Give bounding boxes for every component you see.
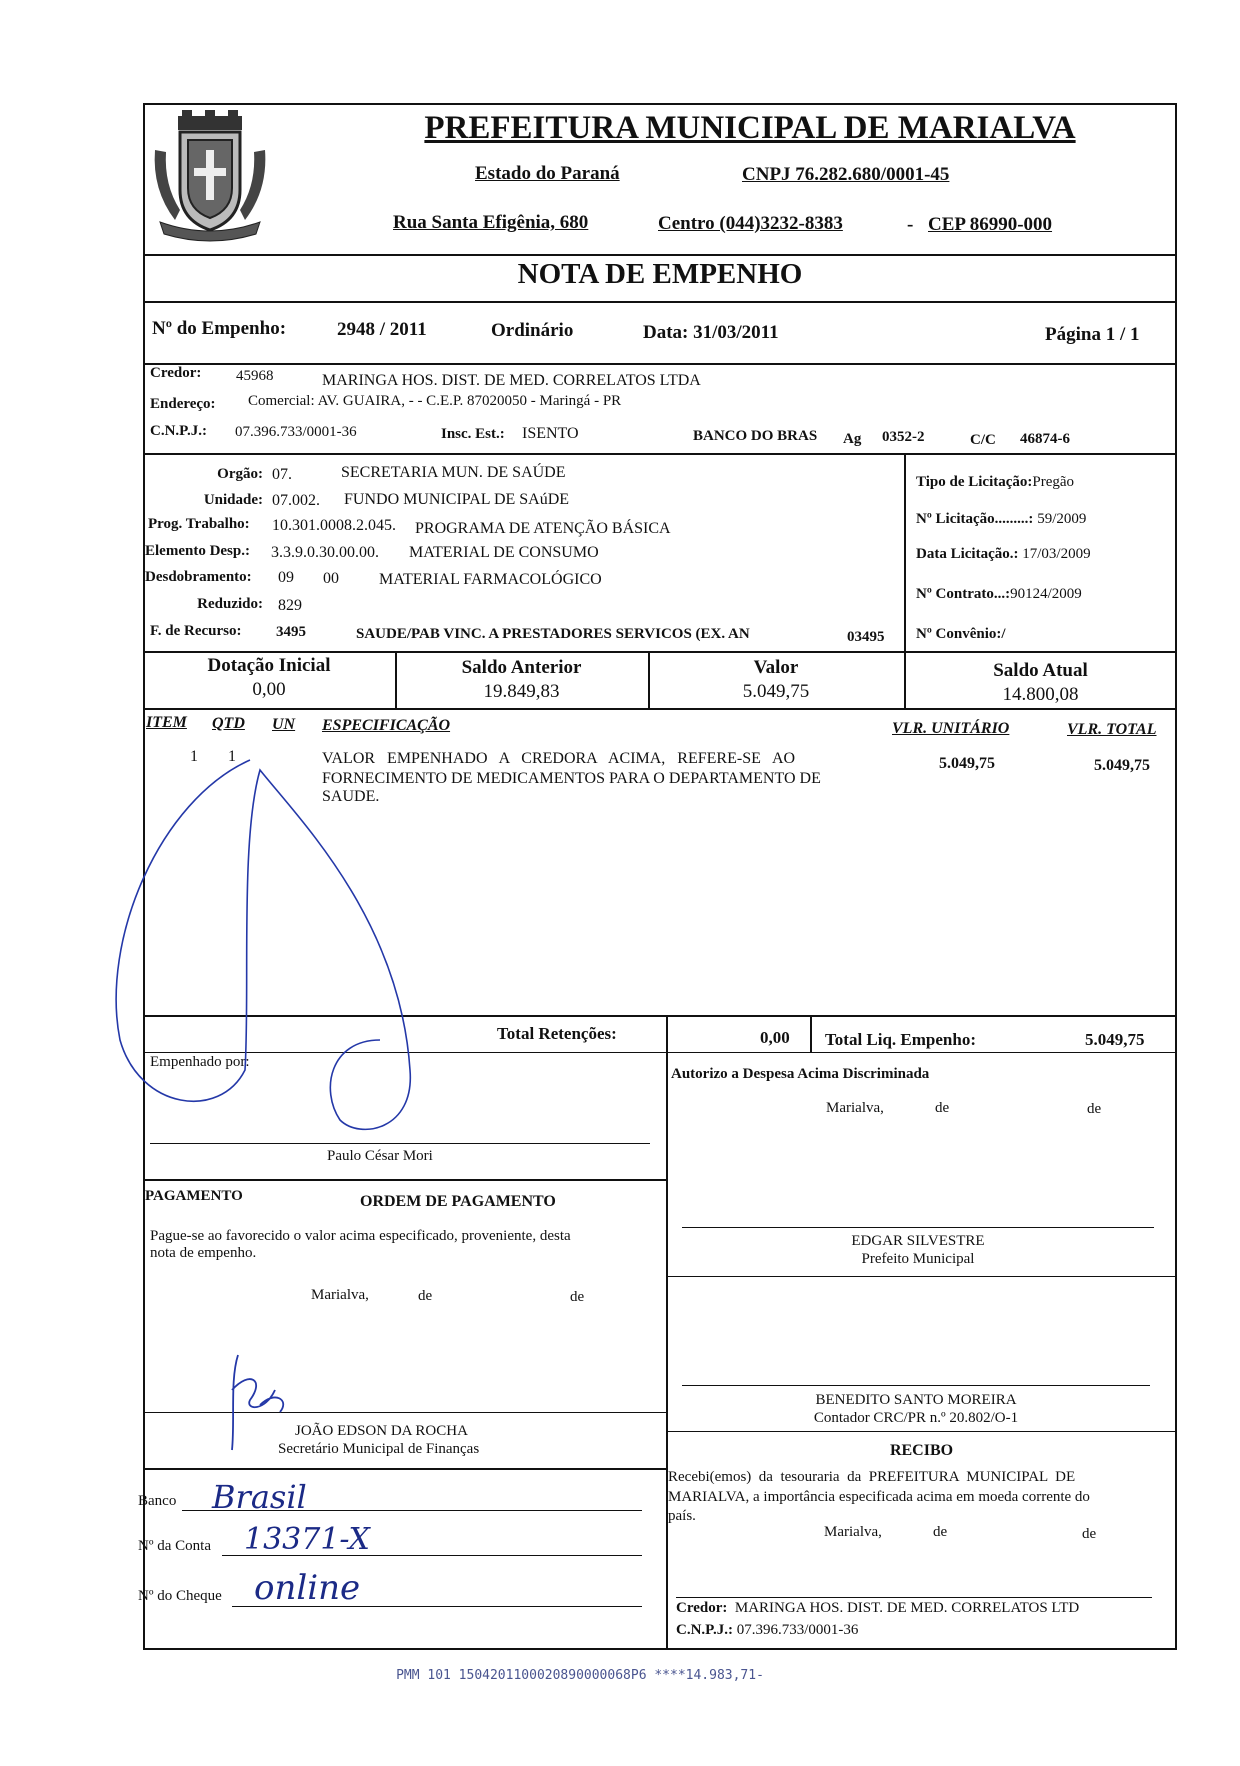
convenio-label: Nº Convênio:/	[916, 626, 1006, 642]
orgao-code: 07.	[272, 466, 292, 483]
autorizo-city: Marialva,	[826, 1100, 884, 1116]
address-label: Endereço:	[150, 396, 216, 412]
unidade-label: Unidade:	[203, 492, 263, 508]
divider	[143, 363, 1177, 365]
banco-handwritten-value: Brasil	[212, 1478, 307, 1516]
reduzido-label: Reduzido:	[197, 596, 263, 612]
divider	[666, 1052, 668, 1180]
contrato-label: Nº Contrato...:	[916, 586, 1011, 602]
prog-name: PROGRAMA DE ATENÇÃO BÁSICA	[415, 520, 671, 537]
licitacao-date	[916, 546, 1091, 563]
recibo-credor-name: MARINGA HOS. DIST. DE MED. CORRELATOS LTD	[734, 1600, 1080, 1616]
saldo-atual-label: Saldo Atual	[993, 660, 1088, 681]
cnpj-header: CNPJ 76.282.680/0001-45	[742, 164, 950, 185]
bank-name: BANCO DO BRAS	[693, 428, 818, 444]
municipality-title: PREFEITURA MUNICIPAL DE MARIALVA	[424, 110, 1076, 146]
reduzido-value: 829	[278, 597, 302, 614]
signature-line	[682, 1227, 1154, 1228]
recibo-text-line2: MARIALVA, a importância especificada acima em moeda corrente do	[668, 1489, 1090, 1505]
saldo-anterior-label: Saldo Anterior	[461, 657, 582, 678]
signature-line	[676, 1597, 1152, 1598]
col-total-header: VLR. TOTAL	[1067, 721, 1157, 738]
recibo-de2: de	[1082, 1526, 1097, 1542]
signature-line	[150, 1143, 650, 1144]
autorizo-label: Autorizo a Despesa Acima Discriminada	[671, 1066, 930, 1082]
desdobramento-label: Desdobramento:	[145, 569, 252, 585]
credor-address: Comercial: AV. GUAIRA, - - C.E.P. 87020050 - Maringá - PR	[248, 393, 622, 409]
prefeito-role: Prefeito Municipal	[861, 1251, 975, 1267]
licitacao-date-value: 17/03/2009	[1022, 546, 1091, 562]
agency-number: 0352-2	[882, 429, 925, 445]
dotacao-value: 0,00	[252, 679, 286, 700]
divider	[143, 301, 1177, 303]
recurso-name: SAUDE/PAB VINC. A PRESTADORES SERVICOS (EX. AN	[356, 626, 750, 642]
conta-label: Nº da Conta	[138, 1538, 211, 1554]
recibo-title: RECIBO	[889, 1442, 954, 1459]
address-separator: -	[907, 214, 914, 235]
orgao-label: Orgão:	[217, 466, 263, 482]
licitacao-number-label: Nº Licitação.........:	[916, 511, 1034, 527]
recurso-number: 03495	[847, 629, 885, 645]
item-spec-line1: VALOR EMPENHADO A CREDORA ACIMA, REFERE-SE AO	[322, 750, 796, 767]
empenho-date: Data: 31/03/2011	[643, 322, 779, 343]
recurso-label: F. de Recurso:	[150, 623, 242, 639]
liquido-value: 5.049,75	[1085, 1030, 1145, 1049]
valor-value: 5.049,75	[742, 681, 810, 702]
divider	[666, 1431, 1177, 1432]
empenho-number-label: Nº do Empenho:	[152, 318, 287, 339]
insc-value: ISENTO	[522, 425, 579, 442]
prefeito-name: EDGAR SILVESTRE	[851, 1233, 985, 1249]
banco-label: Banco	[138, 1493, 177, 1509]
conta-handwritten-value: 13371-X	[244, 1522, 370, 1557]
saldo-anterior-value: 19.849,83	[483, 681, 560, 702]
item-number: 1	[190, 748, 198, 765]
licitacao-type-label: Tipo de Licitação:	[916, 474, 1033, 490]
liquido-label: Total Liq. Empenho:	[825, 1030, 976, 1049]
dotacao-label: Dotação Inicial	[207, 655, 331, 676]
credor-code: 45968	[236, 368, 274, 384]
licitacao-type	[916, 474, 1074, 491]
signature-line	[682, 1385, 1150, 1386]
empenhado-name: Paulo César Mori	[327, 1148, 433, 1164]
account-number: 46874-6	[1020, 431, 1070, 447]
col-un-header: UN	[272, 716, 296, 733]
insc-label: Insc. Est.:	[441, 426, 505, 442]
divider	[143, 453, 1177, 455]
item-spec-line3: SAUDE.	[322, 788, 380, 805]
recibo-credor-label: Credor:	[676, 1600, 728, 1616]
pagamento-text-line1: Pague-se ao favorecido o valor acima especificado, proveniente, desta	[150, 1228, 571, 1244]
divider	[143, 254, 1177, 256]
ordem-pagamento-label: ORDEM DE PAGAMENTO	[360, 1193, 556, 1210]
desdobramento-name: MATERIAL FARMACOLÓGICO	[379, 571, 602, 588]
credor-cnpj: 07.396.733/0001-36	[235, 424, 357, 440]
pagamento-de1: de	[418, 1288, 433, 1304]
recibo-cnpj-value: 07.396.733/0001-36	[736, 1622, 859, 1638]
pagamento-city: Marialva,	[311, 1287, 369, 1303]
secretario-role: Secretário Municipal de Finanças	[278, 1441, 480, 1457]
item-total-price: 5.049,75	[1094, 757, 1150, 774]
pagamento-label: PAGAMENTO	[145, 1188, 243, 1204]
contrato-value: 90124/2009	[1010, 586, 1082, 602]
item-unit-price: 5.049,75	[939, 755, 995, 772]
desdobramento-code2: 00	[323, 570, 339, 587]
desdobramento-code1: 09	[278, 569, 294, 586]
saldo-atual-value: 14.800,08	[1002, 684, 1079, 705]
elemento-code: 3.3.9.0.30.00.00.	[271, 544, 379, 561]
divider	[904, 453, 906, 652]
unidade-code: 07.002.	[272, 492, 320, 509]
document-title: NOTA DE EMPENHO	[517, 258, 803, 290]
divider	[666, 1015, 668, 1053]
licitacao-type-value: Pregão	[1032, 474, 1075, 490]
licitacao-number	[916, 511, 1086, 528]
empenhado-label: Empenhado por:	[150, 1054, 250, 1070]
account-label: C/C	[970, 432, 996, 448]
handwritten-signature	[100, 740, 460, 1140]
valor-label: Valor	[753, 657, 799, 678]
elemento-name: MATERIAL DE CONSUMO	[409, 544, 599, 561]
col-unit-header: VLR. UNITÁRIO	[892, 720, 1010, 737]
credor-label: Credor:	[150, 365, 202, 381]
address-district-phone: Centro (044)3232-8383	[658, 213, 843, 234]
prog-code: 10.301.0008.2.045.	[272, 517, 396, 534]
contador-name: BENEDITO SANTO MOREIRA	[815, 1392, 1017, 1408]
unidade-name: FUNDO MUNICIPAL DE SAúDE	[344, 491, 570, 508]
address-cep: CEP 86990-000	[928, 214, 1053, 235]
recibo-cnpj-label: C.N.P.J.:	[676, 1622, 733, 1638]
retencoes-value: 0,00	[760, 1028, 790, 1047]
item-qtd: 1	[228, 748, 236, 765]
retencoes-label: Total Retenções:	[497, 1024, 617, 1043]
recibo-text-line1: Recebi(emos) da tesouraria da PREFEITURA MUNICIPAL DE	[668, 1469, 1076, 1485]
recibo-credor	[676, 1600, 1079, 1617]
pagamento-text-line2: nota de empenho.	[150, 1245, 257, 1261]
contrato-number	[916, 586, 1082, 603]
divider	[143, 708, 1177, 710]
divider	[143, 1468, 668, 1470]
divider	[666, 1276, 1177, 1277]
recibo-de1: de	[933, 1524, 948, 1540]
cheque-handwritten-value: online	[254, 1568, 361, 1608]
coat-of-arms-logo	[150, 110, 270, 245]
handwritten-initials	[220, 1350, 300, 1460]
recibo-text-line3: país.	[668, 1508, 696, 1524]
footer-barcode-text: PMM 101 1504201100020890000068P6 ****14.983,71-	[396, 1668, 764, 1683]
address-street: Rua Santa Efigênia, 680	[393, 212, 589, 233]
agency-label: Ag	[843, 431, 862, 447]
page-number: Página 1 / 1	[1045, 324, 1140, 345]
autorizo-de2: de	[1087, 1101, 1102, 1117]
col-qtd-header: QTD	[212, 715, 245, 732]
divider	[143, 1179, 668, 1181]
cheque-label: Nº do Cheque	[138, 1588, 222, 1604]
col-spec-header: ESPECIFICAÇÃO	[322, 717, 451, 734]
credor-name: MARINGA HOS. DIST. DE MED. CORRELATOS LTDA	[322, 372, 701, 389]
secretario-name: JOÃO EDSON DA ROCHA	[295, 1423, 468, 1439]
contador-role: Contador CRC/PR n.º 20.802/O-1	[813, 1410, 1019, 1426]
recurso-code: 3495	[276, 624, 306, 640]
cnpj-label: C.N.P.J.:	[150, 423, 207, 439]
prog-label: Prog. Trabalho:	[148, 516, 250, 532]
autorizo-de1: de	[935, 1100, 950, 1116]
divider	[143, 651, 1177, 653]
recibo-cnpj	[676, 1622, 858, 1639]
orgao-name: SECRETARIA MUN. DE SAÚDE	[341, 464, 566, 481]
col-item-header: ITEM	[146, 714, 187, 731]
recibo-city: Marialva,	[824, 1524, 882, 1540]
empenho-type: Ordinário	[491, 320, 574, 341]
elemento-label: Elemento Desp.:	[145, 543, 250, 559]
divider	[810, 1015, 812, 1053]
state-name: Estado do Paraná	[475, 163, 620, 184]
divider	[666, 1179, 668, 1650]
licitacao-number-value: 59/2009	[1037, 511, 1087, 527]
empenho-number: 2948 / 2011	[337, 319, 427, 340]
licitacao-date-label: Data Licitação.:	[916, 546, 1019, 562]
item-spec-line2: FORNECIMENTO DE MEDICAMENTOS PARA O DEPARTAMENTO DE	[322, 770, 821, 787]
pagamento-de2: de	[570, 1289, 585, 1305]
